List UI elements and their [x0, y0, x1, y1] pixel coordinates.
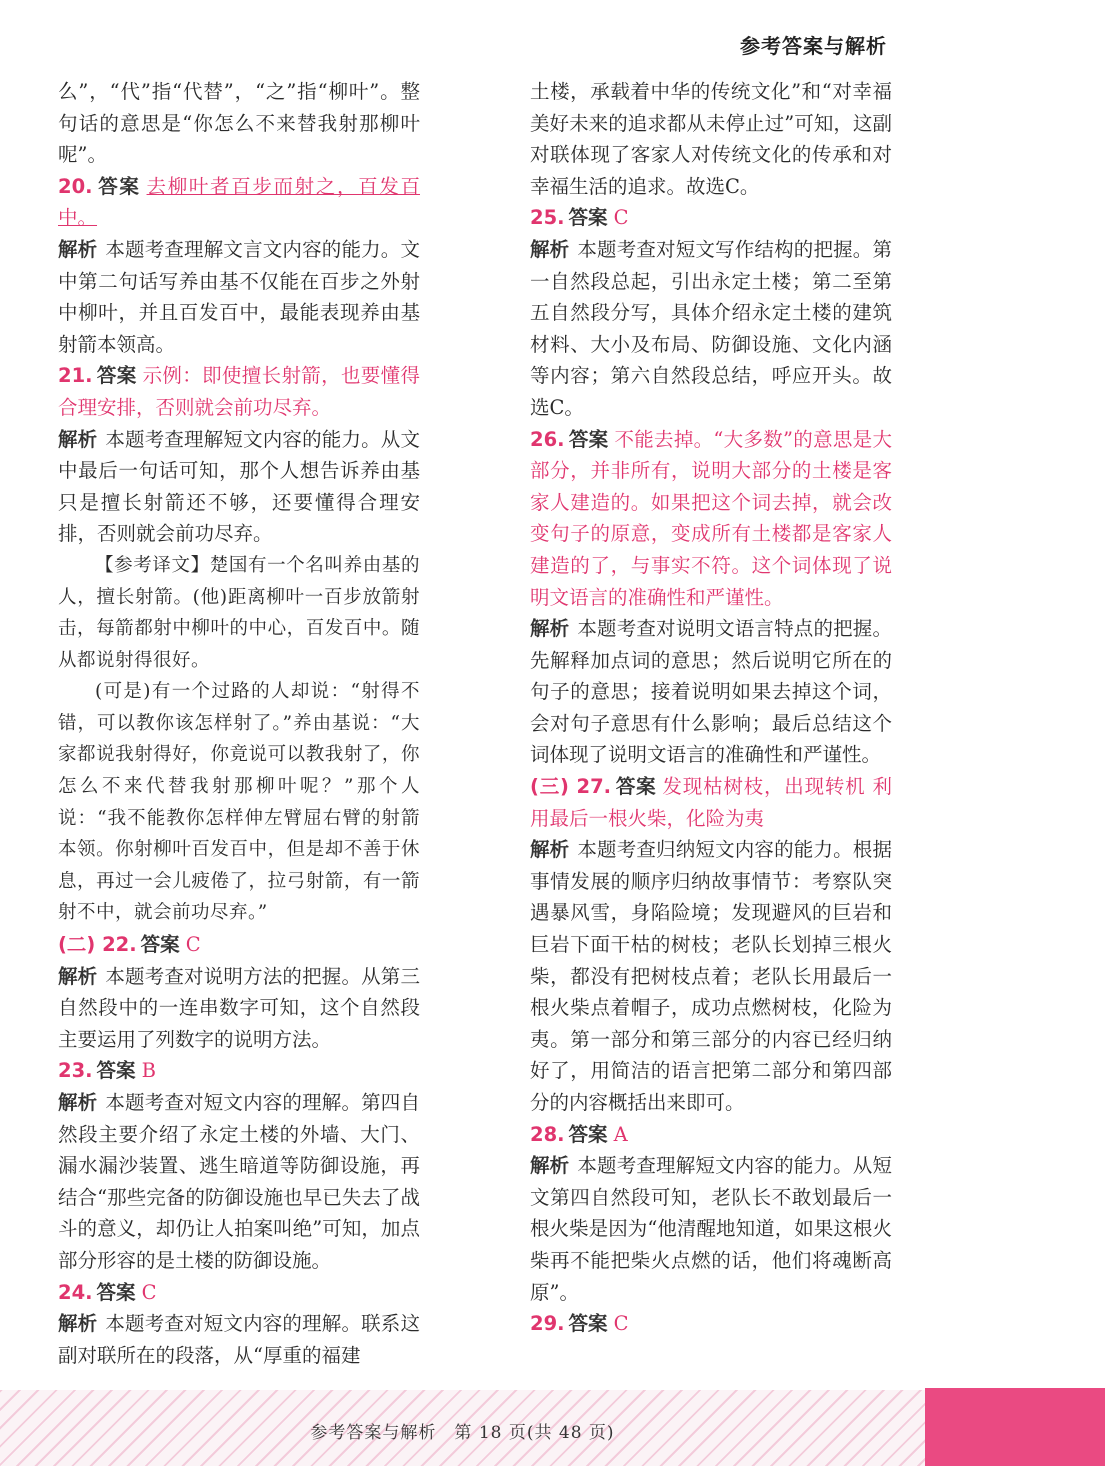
question-22-answer [58, 929, 420, 961]
answer-label: 答案 [568, 206, 608, 230]
analysis-text: 本题考查理解短文内容的能力。从短文第四自然段可知，老队长不敢划最后一根火柴是因为“他清醒地知道，如果这根火柴再不能把柴火点燃的话，他们将魂断高原”。 [530, 1154, 892, 1304]
question-23-analysis [58, 1087, 420, 1277]
analysis-label: 解析 [530, 838, 570, 862]
question-25-analysis [530, 234, 892, 424]
page-header-title: 参考答案与解析 [740, 34, 887, 58]
answer-text: C [613, 206, 629, 230]
question-number: 20. [58, 174, 93, 198]
answer-label: 答案 [140, 933, 180, 957]
question-20-answer [58, 171, 420, 234]
answer-label: 答案 [96, 174, 141, 198]
translation-paragraph-1: 【参考译文】楚国有一个名叫养由基的人，擅长射箭。(他)距离柳叶一百步放箭射击，每箭都射中柳叶的中心，百发百中。随从都说射得很好。 [58, 554, 420, 671]
analysis-text: 本题考查理解短文内容的能力。从文中最后一句话可知，那个人想告诉养由基只是擅长射箭还不够，还要懂得合理安排，否则就会前功尽弃。 [58, 427, 420, 546]
answer-label: 答案 [568, 1312, 608, 1336]
analysis-label: 解析 [58, 237, 98, 261]
left-column [58, 76, 420, 1371]
continued-paragraph: 土楼，承载着中华的传统文化”和“对幸福美好未来的追求都从未停止过”可知，这副对联体现了客家人对传统文化的传承和对幸福生活的追求。故选C。 [530, 80, 892, 198]
question-23-answer [58, 1055, 420, 1087]
question-number: (三) 27. [530, 775, 612, 799]
analysis-text: 本题考查对短文写作结构的把握。第一自然段总起，引出永定土楼；第二至第五自然段分写，具体介绍永定土楼的建筑材料、大小及布局、防御设施、文化内涵等内容；第六自然段总结，呼应开头。故选C。 [530, 237, 892, 419]
analysis-label: 解析 [58, 1312, 98, 1336]
question-27-answer [530, 771, 892, 834]
translation-paragraph-2: (可是)有一个过路的人却说：“射得不错，可以教你该怎样射了。”养由基说：“大家都说我射得好，你竟说可以教我射了，你怎么不来代替我射那柳叶呢？”那个人说：“我不能教你怎样伸左臂屈右臂的射箭本领。你射柳叶百发百中，但是却不善于休息，再过一会儿疲倦了，拉弓射箭，有一箭射不中，就会前功尽弃。” [58, 681, 420, 924]
right-column [530, 76, 892, 1340]
question-28-answer [530, 1119, 892, 1151]
analysis-label: 解析 [530, 617, 570, 641]
question-number: 21. [58, 364, 93, 388]
analysis-text: 本题考查对说明文语言特点的把握。先解释加点词的意思；然后说明它所在的句子的意思；接着说明如果去掉这个词，会对句子意思有什么影响；最后总结这个词体现了说明文语言的准确性和严谨性。 [530, 617, 892, 767]
question-number: 26. [530, 427, 565, 451]
question-21-analysis [58, 424, 420, 550]
question-24-answer [58, 1277, 420, 1309]
analysis-label: 解析 [58, 427, 98, 451]
question-number: 23. [58, 1059, 93, 1083]
answer-label: 答案 [615, 775, 657, 799]
answer-label: 答案 [568, 1122, 608, 1146]
question-28-analysis [530, 1150, 892, 1308]
answer-text: 示例：即使擅长射箭，也要懂得合理安排，否则就会前功尽弃。 [58, 364, 420, 419]
answer-label: 答案 [96, 1280, 136, 1304]
question-25-answer [530, 202, 892, 234]
question-29-answer [530, 1308, 892, 1340]
page-footer: 参考答案与解析 第 18 页(共 48 页) [310, 1423, 615, 1443]
question-number: 28. [530, 1122, 565, 1146]
question-number: 29. [530, 1312, 565, 1336]
analysis-text: 本题考查理解文言文内容的能力。文中第二句话写养由基不仅能在百步之外射中柳叶，并且百发百中，最能表现养由基射箭本领高。 [58, 237, 420, 356]
question-24-analysis [58, 1308, 420, 1371]
footer-color-block [925, 1388, 1105, 1466]
analysis-text: 本题考查对短文内容的理解。第四自然段主要介绍了永定土楼的外墙、大门、漏水漏沙装置、逃生暗道等防御设施，再结合“那些完备的防御设施也早已失去了战斗的意义，却仍让人拍案叫绝”可知，加点部分形容的是土楼的防御设施。 [58, 1091, 420, 1272]
question-number: 24. [58, 1280, 93, 1304]
answer-text: 发现枯树枝，出现转机 利用最后一根火柴，化险为夷 [530, 775, 892, 830]
analysis-label: 解析 [58, 964, 98, 988]
question-22-analysis [58, 961, 420, 1056]
answer-text: B [141, 1059, 156, 1083]
question-27-analysis [530, 834, 892, 1118]
analysis-label: 解析 [58, 1091, 98, 1114]
question-26-answer [530, 424, 892, 614]
answer-text: C [141, 1280, 157, 1304]
answer-label: 答案 [568, 427, 609, 451]
question-number: (二) 22. [58, 933, 137, 957]
answer-text: 去柳叶者百步而射之，百发百中。 [58, 174, 420, 230]
analysis-label: 解析 [530, 237, 570, 261]
question-20-analysis [58, 234, 420, 360]
answer-text: C [613, 1312, 629, 1336]
question-26-analysis [530, 613, 892, 771]
answer-text: A [613, 1122, 628, 1146]
analysis-text: 本题考查归纳短文内容的能力。根据事情发展的顺序归纳故事情节：考察队突遇暴风雪，身陷险境；发现避风的巨岩和巨岩下面干枯的树枝；老队长划掉三根火柴，都没有把树枝点着；老队长用最后一根火柴点着帽子，成功点燃树枝，化险为夷。第一部分和第三部分的内容已经归纳好了，用简洁的语言把第二部分和第四部分的内容概括出来即可。 [530, 838, 892, 1114]
analysis-text: 本题考查对说明方法的把握。从第三自然段中的一连串数字可知，这个自然段主要运用了列数字的说明方法。 [58, 964, 420, 1051]
question-21-answer [58, 360, 420, 423]
answer-label: 答案 [96, 364, 137, 388]
question-number: 25. [530, 206, 565, 230]
answer-text: 不能去掉。“大多数”的意思是大部分，并非所有，说明大部分的土楼是客家人建造的。如果把这个词去掉，就会改变句子的原意，变成所有土楼都是客家人建造的了，与事实不符。这个词体现了说明文语言的准确性和严谨性。 [530, 427, 892, 609]
analysis-text: 本题考查对短文内容的理解。联系这副对联所在的段落，从“厚重的福建 [58, 1312, 420, 1367]
answer-text: C [185, 933, 201, 957]
analysis-label: 解析 [530, 1154, 570, 1178]
answer-label: 答案 [96, 1059, 136, 1083]
continued-paragraph: 么”，“代”指“代替”，“之”指“柳叶”。整句话的意思是“你怎么不来替我射那柳叶呢”。 [58, 80, 420, 167]
